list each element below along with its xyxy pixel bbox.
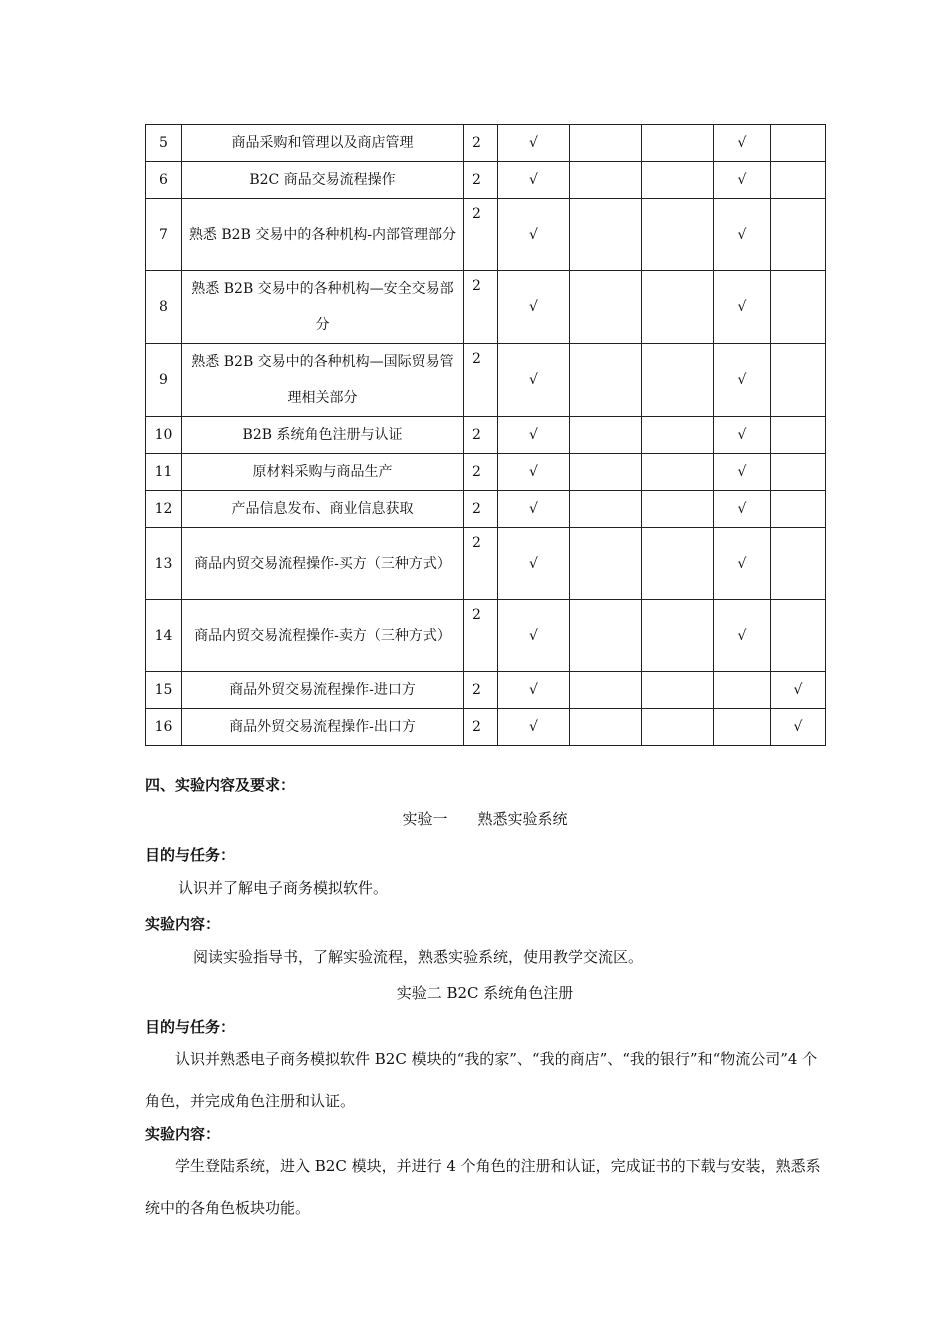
check-cell-1: √ [498,162,570,199]
hours-cell: 2 [464,454,498,491]
row-number-cell: 9 [146,344,182,417]
hours-cell: 2 [464,271,498,344]
experiment-name-cell: 商品内贸交易流程操作-买方（三种方式） [182,528,464,600]
row-number-cell: 8 [146,271,182,344]
check-cell-5 [771,162,826,199]
row-number-cell: 15 [146,672,182,709]
experiment-name-cell: 商品外贸交易流程操作-进口方 [182,672,464,709]
check-cell-4: √ [714,199,771,271]
row-number-cell: 7 [146,199,182,271]
check-cell-2 [570,600,642,672]
check-cell-3 [642,454,714,491]
check-cell-2 [570,491,642,528]
check-cell-5 [771,125,826,162]
table-row [146,600,826,672]
row-number-cell: 16 [146,709,182,746]
check-cell-4: √ [714,344,771,417]
check-cell-2 [570,125,642,162]
check-cell-3 [642,709,714,746]
check-cell-2 [570,417,642,454]
exp2-content-label: 实验内容： [145,1125,221,1143]
check-cell-5 [771,454,826,491]
table-row [146,491,826,528]
hours-cell: 2 [464,125,498,162]
check-cell-5 [771,491,826,528]
check-cell-1: √ [498,271,570,344]
table-row [146,454,826,491]
exp1-content-text: 阅读实验指导书，了解实验流程，熟悉实验系统，使用教学交流区。 [193,948,644,966]
hours-cell: 2 [464,417,498,454]
hours-cell: 2 [464,672,498,709]
check-cell-2 [570,199,642,271]
experiment-name-cell: 熟悉 B2B 交易中的各种机构—国际贸易管理相关部分 [182,344,464,417]
check-cell-5 [771,528,826,600]
check-cell-4: √ [714,600,771,672]
table-row [146,162,826,199]
check-cell-5 [771,600,826,672]
check-cell-4: √ [714,528,771,600]
check-cell-4: √ [714,417,771,454]
check-cell-4: √ [714,162,771,199]
experiment-name-cell: B2B 系统角色注册与认证 [182,417,464,454]
exp2-title: 实验二 B2C 系统角色注册 [396,984,574,1002]
check-cell-1: √ [498,199,570,271]
check-cell-3 [642,271,714,344]
check-cell-2 [570,271,642,344]
hours-cell: 2 [464,600,498,672]
check-cell-4: √ [714,125,771,162]
exp1-content-label: 实验内容： [145,915,221,933]
exp1-goal-text: 认识并了解电子商务模拟软件。 [178,879,389,897]
table-row [146,672,826,709]
table-row [146,125,826,162]
hours-cell: 2 [464,162,498,199]
check-cell-5: √ [771,709,826,746]
row-number-cell: 14 [146,600,182,672]
check-cell-2 [570,528,642,600]
experiment-table [145,124,826,746]
check-cell-4: √ [714,491,771,528]
check-cell-1: √ [498,709,570,746]
check-cell-5: √ [771,672,826,709]
check-cell-5 [771,271,826,344]
check-cell-2 [570,162,642,199]
check-cell-3 [642,199,714,271]
table-row [146,417,826,454]
experiment-name-cell: 原材料采购与商品生产 [182,454,464,491]
row-number-cell: 12 [146,491,182,528]
check-cell-3 [642,417,714,454]
check-cell-1: √ [498,491,570,528]
experiment-name-cell: 商品外贸交易流程操作-出口方 [182,709,464,746]
experiment-name-cell: 产品信息发布、商业信息获取 [182,491,464,528]
exp1-goal-label: 目的与任务： [145,846,236,864]
table-row [146,528,826,600]
table-row [146,199,826,271]
row-number-cell: 10 [146,417,182,454]
check-cell-2 [570,672,642,709]
exp2-goal-label: 目的与任务： [145,1018,236,1036]
check-cell-5 [771,199,826,271]
check-cell-1: √ [498,125,570,162]
check-cell-3 [642,491,714,528]
hours-cell: 2 [464,709,498,746]
exp2-content-text: 学生登陆系统，进入 B2C 模块，并进行 4 个角色的注册和认证，完成证书的下载与安装，熟悉系统中的各角色板块功能。 [145,1157,821,1217]
check-cell-1: √ [498,344,570,417]
check-cell-3 [642,162,714,199]
check-cell-4 [714,672,771,709]
experiment-name-cell: 商品内贸交易流程操作-卖方（三种方式） [182,600,464,672]
check-cell-3 [642,344,714,417]
hours-cell: 2 [464,344,498,417]
section-title: 四、实验内容及要求： [145,776,296,794]
check-cell-3 [642,600,714,672]
check-cell-2 [570,344,642,417]
check-cell-4: √ [714,454,771,491]
hours-cell: 2 [464,528,498,600]
check-cell-3 [642,528,714,600]
table-row [146,709,826,746]
check-cell-1: √ [498,454,570,491]
check-cell-2 [570,454,642,491]
experiment-name-cell: 熟悉 B2B 交易中的各种机构-内部管理部分 [182,199,464,271]
check-cell-1: √ [498,672,570,709]
experiment-name-cell: 熟悉 B2B 交易中的各种机构—安全交易部分 [182,271,464,344]
table-row [146,344,826,417]
check-cell-1: √ [498,417,570,454]
table-row [146,271,826,344]
check-cell-4: √ [714,271,771,344]
check-cell-5 [771,417,826,454]
exp1-title: 实验一 熟悉实验系统 [402,810,568,828]
check-cell-5 [771,344,826,417]
hours-cell: 2 [464,491,498,528]
experiment-name-cell: 商品采购和管理以及商店管理 [182,125,464,162]
check-cell-3 [642,672,714,709]
exp2-goal-text: 认识并熟悉电子商务模拟软件 B2C 模块的“我的家”、“我的商店”、“我的银行”和“物流公司”4 个角色，并完成角色注册和认证。 [145,1050,818,1110]
check-cell-3 [642,125,714,162]
row-number-cell: 11 [146,454,182,491]
check-cell-1: √ [498,600,570,672]
check-cell-4 [714,709,771,746]
table-body [146,125,826,746]
check-cell-2 [570,709,642,746]
experiment-name-cell: B2C 商品交易流程操作 [182,162,464,199]
row-number-cell: 13 [146,528,182,600]
row-number-cell: 6 [146,162,182,199]
row-number-cell: 5 [146,125,182,162]
hours-cell: 2 [464,199,498,271]
check-cell-1: √ [498,528,570,600]
